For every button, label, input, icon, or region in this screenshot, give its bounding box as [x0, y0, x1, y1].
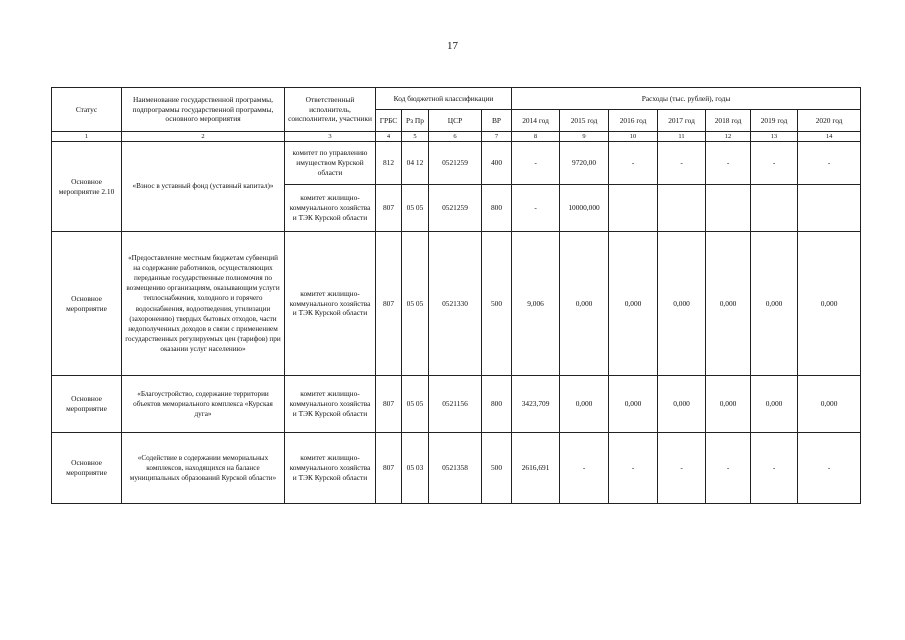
value-cell: 0,000 [798, 376, 861, 433]
column-number: 3 [285, 132, 376, 142]
value-cell: - [512, 142, 560, 185]
value-cell: 0,000 [658, 232, 706, 376]
vr-cell: 500 [482, 232, 512, 376]
value-cell [798, 185, 861, 232]
value-cell: 0,000 [560, 376, 609, 433]
header-year: 2015 год [560, 110, 609, 132]
budget-table [51, 87, 861, 504]
value-cell: - [706, 433, 751, 504]
column-number: 1 [52, 132, 122, 142]
value-cell: 0,000 [706, 376, 751, 433]
value-cell: 10000,000 [560, 185, 609, 232]
grbs-cell: 807 [376, 433, 402, 504]
value-cell [658, 185, 706, 232]
header-budget-code: Код бюджетной классификации [376, 88, 512, 110]
name-cell: «Содействие в содержании мемориальных комплексов, находящихся на балансе муниципальных образований Курской области» [122, 433, 285, 504]
table-row [52, 142, 861, 185]
name-cell: «Благоустройство, содержание территории объектов мемориального комплекса «Курская дуга» [122, 376, 285, 433]
executor-cell: комитет по управлению имуществом Курской области [285, 142, 376, 185]
value-cell [609, 185, 658, 232]
column-number: 11 [658, 132, 706, 142]
status-cell: Основное мероприятие 2.10 [52, 142, 122, 232]
name-cell: «Предоставление местным бюджетам субвенций на содержание работников, осуществляющих переданные государственные полномочия по возмещению организациям, оказывающим услуги теплоснабжения, холодного и горячего водоснабжения, водоотведения, утилизации (захоронению) твердых бытовых отходов, части недополученных доходов в связи с применением государственных регулируемых цен (тарифов) при оказании услуг населению» [122, 232, 285, 376]
value-cell: - [751, 142, 798, 185]
value-cell: 0,000 [609, 232, 658, 376]
csr-cell: 0521156 [429, 376, 482, 433]
value-cell: - [658, 433, 706, 504]
value-cell [706, 185, 751, 232]
column-number: 14 [798, 132, 861, 142]
value-cell: 0,000 [560, 232, 609, 376]
header-vr: ВР [482, 110, 512, 132]
column-number: 8 [512, 132, 560, 142]
status-cell: Основное мероприятие [52, 232, 122, 376]
header-grbs: ГРБС [376, 110, 402, 132]
status-cell: Основное мероприятие [52, 433, 122, 504]
executor-cell: комитет жилищно-коммунального хозяйства и ТЭК Курской области [285, 433, 376, 504]
value-cell: - [751, 433, 798, 504]
rzpr-cell: 05 03 [402, 433, 429, 504]
executor-cell: комитет жилищно-коммунального хозяйства и ТЭК Курской области [285, 185, 376, 232]
executor-cell: комитет жилищно-коммунального хозяйства и ТЭК Курской области [285, 232, 376, 376]
value-cell: - [560, 433, 609, 504]
header-year: 2020 год [798, 110, 861, 132]
header-year: 2014 год [512, 110, 560, 132]
vr-cell: 400 [482, 142, 512, 185]
column-number: 2 [122, 132, 285, 142]
csr-cell: 0521358 [429, 433, 482, 504]
value-cell: 0,000 [751, 376, 798, 433]
page-number: 17 [447, 40, 458, 52]
header-executor: Ответственный исполнитель, соисполнители, участники [285, 88, 376, 132]
value-cell: 0,000 [751, 232, 798, 376]
rzpr-cell: 05 05 [402, 232, 429, 376]
grbs-cell: 807 [376, 376, 402, 433]
status-cell: Основное мероприятие [52, 376, 122, 433]
vr-cell: 800 [482, 185, 512, 232]
column-number: 13 [751, 132, 798, 142]
grbs-cell: 812 [376, 142, 402, 185]
column-number: 10 [609, 132, 658, 142]
value-cell: 0,000 [798, 232, 861, 376]
value-cell: 0,000 [706, 232, 751, 376]
csr-cell: 0521259 [429, 142, 482, 185]
table-row [52, 376, 861, 433]
value-cell: - [798, 433, 861, 504]
rzpr-cell: 05 05 [402, 376, 429, 433]
vr-cell: 800 [482, 376, 512, 433]
value-cell: - [512, 185, 560, 232]
column-number: 4 [376, 132, 402, 142]
value-cell: - [609, 433, 658, 504]
value-cell: 9,006 [512, 232, 560, 376]
value-cell: 2616,691 [512, 433, 560, 504]
column-number: 6 [429, 132, 482, 142]
header-rzpr: Рз Пр [402, 110, 429, 132]
name-cell: «Взнос в уставный фонд (уставный капитал)» [122, 142, 285, 232]
value-cell: 0,000 [658, 376, 706, 433]
value-cell: - [658, 142, 706, 185]
header-year: 2018 год [706, 110, 751, 132]
rzpr-cell: 04 12 [402, 142, 429, 185]
value-cell [751, 185, 798, 232]
value-cell: - [609, 142, 658, 185]
grbs-cell: 807 [376, 185, 402, 232]
grbs-cell: 807 [376, 232, 402, 376]
column-number: 12 [706, 132, 751, 142]
csr-cell: 0521330 [429, 232, 482, 376]
table-row [52, 232, 861, 376]
header-year: 2017 год [658, 110, 706, 132]
column-number: 9 [560, 132, 609, 142]
header-expenses: Расходы (тыс. рублей), годы [512, 88, 861, 110]
value-cell: 0,000 [609, 376, 658, 433]
value-cell: - [706, 142, 751, 185]
value-cell: 3423,709 [512, 376, 560, 433]
header-csr: ЦСР [429, 110, 482, 132]
header-year: 2016 год [609, 110, 658, 132]
rzpr-cell: 05 05 [402, 185, 429, 232]
column-number: 7 [482, 132, 512, 142]
vr-cell: 500 [482, 433, 512, 504]
value-cell: 9720,00 [560, 142, 609, 185]
csr-cell: 0521259 [429, 185, 482, 232]
header-status: Статус [52, 88, 122, 132]
table-row [52, 433, 861, 504]
value-cell: - [798, 142, 861, 185]
column-number: 5 [402, 132, 429, 142]
header-name: Наименование государственной программы, подпрограммы государственной программы, основного мероприятия [122, 88, 285, 132]
executor-cell: комитет жилищно-коммунального хозяйства и ТЭК Курской области [285, 376, 376, 433]
header-year: 2019 год [751, 110, 798, 132]
